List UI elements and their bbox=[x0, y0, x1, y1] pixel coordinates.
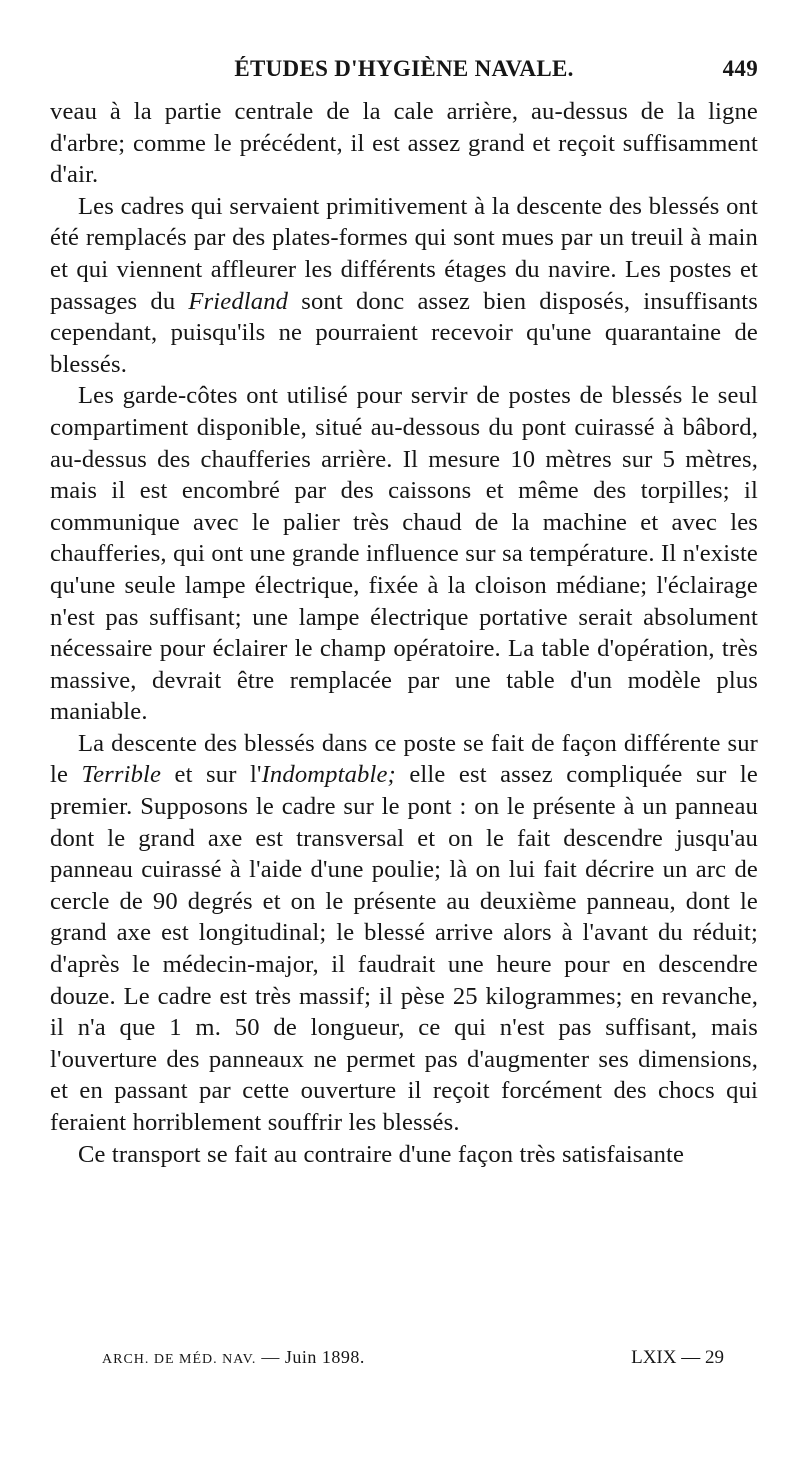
paragraph bbox=[50, 96, 758, 191]
footer-separator: — bbox=[261, 1347, 280, 1367]
text-run: et sur l' bbox=[161, 761, 262, 789]
page-footer bbox=[50, 1343, 758, 1373]
text-run: Ce transport se fait au contraire d'une façon très satisfaisante bbox=[78, 1140, 685, 1168]
journal-signature bbox=[102, 1347, 365, 1368]
running-head bbox=[50, 48, 758, 88]
journal-abbrev: ARCH. DE MÉD. NAV. bbox=[102, 1352, 257, 1367]
issue-date: Juin 1898. bbox=[284, 1347, 365, 1367]
text-run: veau à la partie centrale de la cale arrière, au-dessus de la ligne d'arbre; comme le précédent, il est assez grand et reçoit suffisamment d'air. bbox=[50, 98, 758, 189]
paragraph bbox=[50, 191, 758, 381]
gathering-signature: LXIX — 29 bbox=[631, 1347, 724, 1368]
text-run: Les garde-côtes ont utilisé pour servir de postes de blessés le seul compartiment disponible, situé au-dessous du pont cuirassé à bâbord, au-dessus des chaufferies arrière. Il mesure 10 mètres sur 5 mètres, mais il est encombré par des caissons et même des torpilles; il communique avec le palier très chaud de la machine et avec les chaufferies, qui ont une grande influence sur sa température. Il n'existe qu'une seule lampe électrique, fixée à la cloison médiane; l'éclairage n'est pas suffisant; une lampe électrique portative serait absolument nécessaire pour éclairer le champ opératoire. La table d'opération, très massive, devrait être remplacée par une table d'un modèle plus maniable. bbox=[50, 382, 758, 726]
text-run: Les cadres qui servaient primitivement à la descente des blessés ont été remplacés par des plates-formes qui sont mues par un treuil à main et qui viennent affleurer les différents étages du navire. Les postes et passages du bbox=[50, 192, 758, 315]
paragraph bbox=[50, 1139, 758, 1171]
paragraph bbox=[50, 380, 758, 728]
italic-text: Indomptable; bbox=[261, 761, 396, 789]
page-number: 449 bbox=[722, 56, 758, 81]
text-run: La descente des blessés dans ce poste se fait de façon différente sur le bbox=[50, 729, 758, 789]
page bbox=[50, 48, 758, 1170]
italic-text: Terrible bbox=[81, 761, 162, 789]
running-title: ÉTUDES D'HYGIÈNE NAVALE. bbox=[234, 56, 574, 81]
body-text bbox=[50, 96, 758, 1170]
paragraph bbox=[50, 728, 758, 1139]
text-run: sont donc assez bien disposés, insuffisants cependant, puisqu'ils ne pourraient recevoir qu'une quarantaine de blessés. bbox=[50, 287, 758, 378]
italic-text: Friedland bbox=[188, 287, 289, 315]
text-run: elle est assez compliquée sur le premier. Supposons le cadre sur le pont : on le présente à un panneau dont le grand axe est transversal et on le fait descendre jusqu'au panneau cuirassé à l'aide d'une poulie; là on lui fait décrire un arc de cercle de 90 degrés et on le présente au deuxième panneau, dont le grand axe est longitudinal; le blessé arrive alors à l'avant du réduit; d'après le médecin-major, il faudrait une heure pour en descendre douze. Le cadre est très massif; il pèse 25 kilogrammes; en revanche, il n'a que 1 m. 50 de longueur, ce qui n'est pas suffisant, mais l'ouverture des panneaux ne permet pas d'augmenter ses dimensions, et en passant par cette ouverture il reçoit forcément des chocs qui feraient horriblement souffrir les blessés. bbox=[50, 761, 758, 1136]
